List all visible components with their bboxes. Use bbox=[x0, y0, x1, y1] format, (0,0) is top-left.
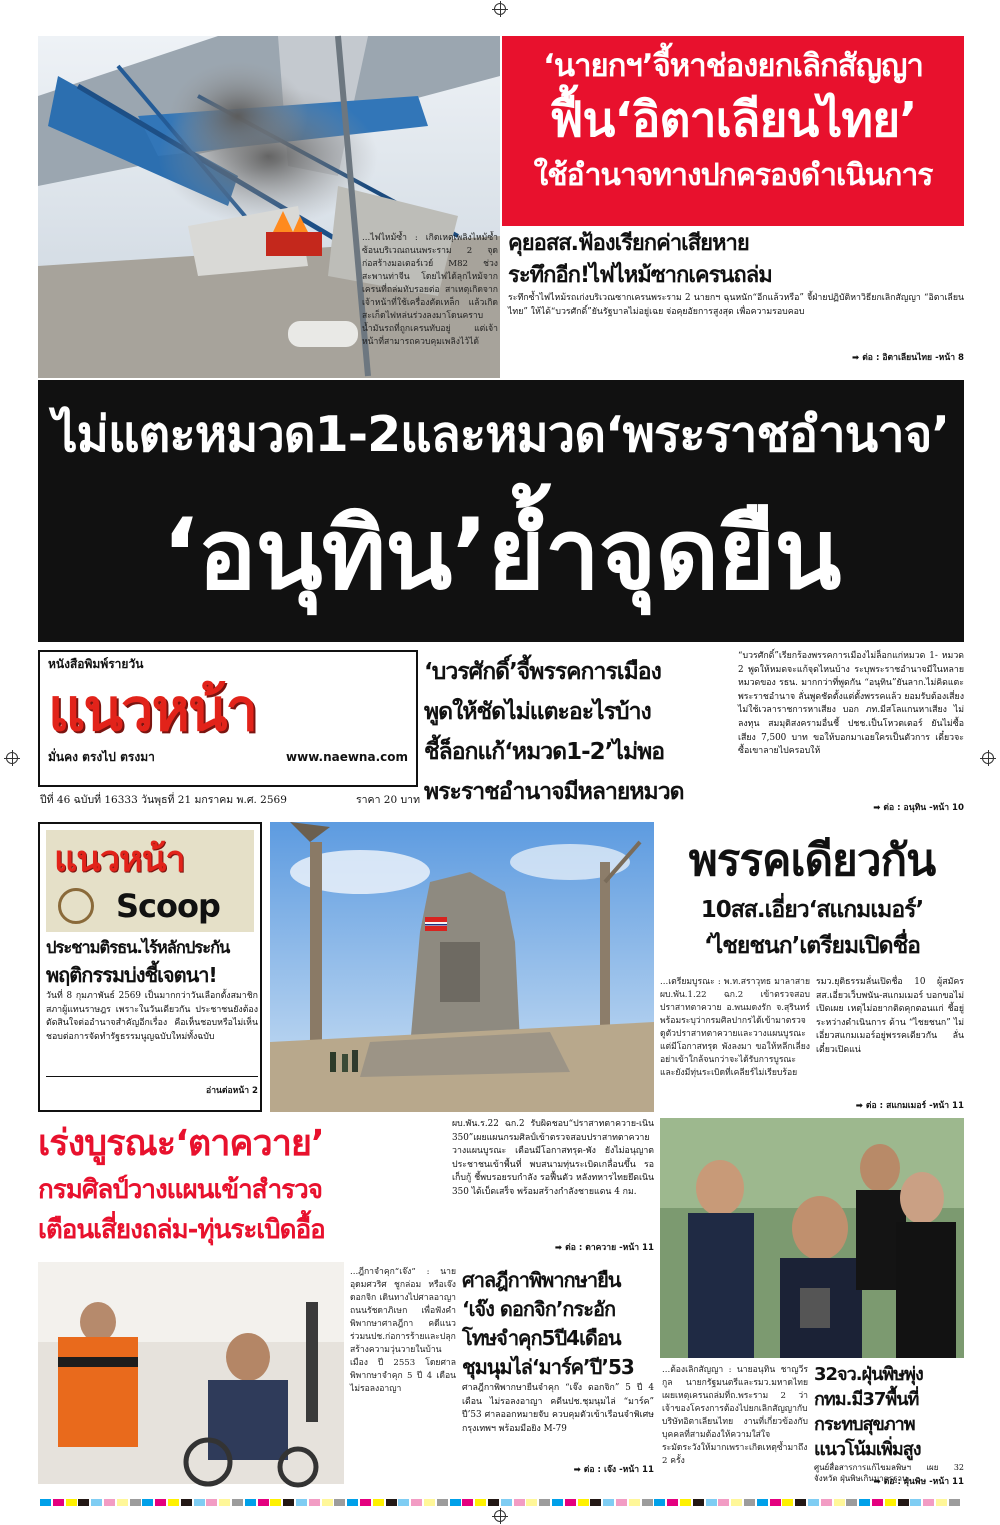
color-swatch bbox=[629, 1499, 640, 1506]
masthead bbox=[38, 650, 418, 787]
same-party-headline-3: ‘ไชยชนก’เตรียมเปิดชื่อ bbox=[704, 933, 920, 959]
supreme-court-photo-caption: ...ฎีกาจำคุก“เจ๊ง” : นายอุดมศวริศ ชูกล่อม หรือเจ๊ง ดอกจิก เดินทางไปศาลอาญา ถนนรัชดาภิเษก เพื่อฟังคำพิพากษาศาลฎีกา คดีแนวร่วมนปช.ก่อการร้ายและปลุกสร้างความวุ่นวายในบ้านเมือง ปี 2553 โดยศาลพิพากษาจำคุก 5 ปี 4 เดือน ไม่รอลงอาญา bbox=[350, 1267, 456, 1394]
pollution-headline-2: กทม.มี37พื้นที่ bbox=[814, 1389, 919, 1410]
color-swatch bbox=[411, 1499, 422, 1506]
color-swatch bbox=[923, 1499, 934, 1506]
color-swatch bbox=[245, 1499, 256, 1506]
pollution-continued: ➡ ต่อ : ฝุ่นพิษ -หน้า 11 bbox=[873, 1477, 964, 1487]
color-swatch bbox=[603, 1499, 614, 1506]
ta-khwai-continued: ➡ ต่อ : ตาควาย -หน้า 11 bbox=[554, 1243, 654, 1253]
pollution-headline-4: แนวโน้มเพิ่มสูง bbox=[814, 1439, 921, 1460]
same-party-continued: ➡ ต่อ : สแกมเมอร์ -หน้า 11 bbox=[855, 1101, 964, 1111]
color-swatch bbox=[168, 1499, 179, 1506]
color-swatch bbox=[130, 1499, 141, 1506]
registration-mark bbox=[982, 752, 994, 764]
color-swatch bbox=[322, 1499, 333, 1506]
scoop-headline-1: ประชามติรธน.ไร้หลักประกัน bbox=[46, 938, 230, 957]
bowornsak-story bbox=[738, 650, 964, 820]
color-swatch bbox=[936, 1499, 947, 1506]
same-party-headlines bbox=[660, 830, 964, 970]
color-swatch bbox=[347, 1499, 358, 1506]
bowornsak-headlines bbox=[424, 652, 732, 817]
color-swatch bbox=[898, 1499, 909, 1506]
color-swatch bbox=[181, 1499, 192, 1506]
color-swatch bbox=[872, 1499, 883, 1506]
ta-khwai-headline-1: เร่งบูรณะ‘ตาควาย’ bbox=[38, 1123, 324, 1164]
ta-khwai-headline-3: เตือนเสี่ยงถล่ม-ทุ่นระเบิดอื้อ bbox=[38, 1215, 325, 1245]
supreme-court-photo bbox=[38, 1262, 344, 1484]
supreme-court-body: ศาลฎีกาพิพากษายืนจำคุก “เจ๊ง ดอกจิก” 5 ปี 4 เดือน ไม่รอลงอาญา คดีนปช.ชุมนุมไล่ “มาร์ค” ปี’53 ศาลออกหมายจับ ควบคุมตัวเข้าเรือนจำพิเศษกรุงเทพฯ พร้อมมือยิง M-79 bbox=[462, 1383, 654, 1434]
supreme-court-continued: ➡ ต่อ : เจ๊ง -หน้า 11 bbox=[573, 1465, 654, 1475]
pollution-headline-3: กระทบสุขภาพ bbox=[814, 1414, 915, 1435]
ta-khwai-story bbox=[452, 1118, 654, 1263]
registration-mark bbox=[494, 3, 506, 15]
color-swatch bbox=[398, 1499, 409, 1506]
scoop-headline-2: พฤติกรรมบ่งชี้เจตนา! bbox=[46, 963, 217, 987]
scoop-logo-panel bbox=[46, 830, 254, 932]
pollution-body: ศูนย์สื่อสารการแก้ไขมลพิษฯ เผย 32 จังหวัด ฝุ่นพิษเกินมาตรฐาน bbox=[814, 1463, 964, 1483]
color-swatch bbox=[488, 1499, 499, 1506]
ta-khwai-body: ผบ.พัน.ร.22 ฉก.2 รับผิดชอบ“ปราสาทตาควาย-เนิน 350”เผยแผนกรมศิลป์เข้าตรวจสอบปราสาทตาควาย วางแผนบูรณะ เตือนมีโอกาสทรุด-พัง ยังไม่อนุญาตประชาชนเข้าพื้นที่ พบสนามทุ่นระเบิดเกลื่อนขึ้น รอเก็บกู้ ชี้พบรอยรบกำลัง รอฟื้นตัว หลังทหารไทยยึดเนิน 350 ได้เบ็ดเสร็จ พร้อมสร้างกำลังชายแดน 4 กม. bbox=[452, 1119, 654, 1197]
crane-sub-headline-2: ระทึกอีก!ไฟไหม้ซากเครนถล่ม bbox=[508, 263, 772, 288]
color-swatch bbox=[258, 1499, 269, 1506]
registration-mark bbox=[494, 1510, 506, 1522]
main-banner bbox=[38, 380, 964, 642]
color-swatch bbox=[360, 1499, 371, 1506]
color-swatch bbox=[885, 1499, 896, 1506]
crane-continued: ➡ ต่อ : อิตาเลียนไทย -หน้า 8 bbox=[852, 353, 964, 363]
color-swatch bbox=[514, 1499, 525, 1506]
color-swatch bbox=[334, 1499, 345, 1506]
press-photo-caption: ...ต้องเลิกสัญญา : นายอนุทิน ชาญวีรกูล นายกรัฐมนตรีและรมว.มหาดไทย เผยเหตุเครนถล่มที่ถ.พระราม 2 ว่า เจ้าของโครงการต้องไปยกเลิกสัญญากับบริษัทอิตาเลียนไทย งานที่เกี่ยวข้องกับบุคคลที่สามต้องให้ความใส่ใจ ระมัดระวังให้มากเพราะเกิดเหตุซ้ำมาถึง 2 ครั้ง bbox=[662, 1365, 808, 1466]
masthead-logo: แนวหน้า bbox=[48, 676, 257, 744]
crane-sub-headline-1: คุยอสส.ฟ้องเรียกค่าเสียหาย bbox=[508, 231, 749, 256]
color-swatch bbox=[552, 1499, 563, 1506]
crane-story-body: ระทึกซ้ำไฟไหม้รถเก่งบริเวณซากเครนพระราม 2 นายกฯ ฉุนหนัก“อีกแล้วหรือ” จี้ฝ่ายปฏิบัติหาวิธียกเลิกสัญญา “อิตาเลียนไทย” ให้ได้“บวรศักดิ์”ยันรัฐบาลไม่อยู่เฉย จ่อคุยอัยการสูงสุด เพื่อความรอบคอบ bbox=[508, 293, 964, 317]
color-swatch bbox=[910, 1499, 921, 1506]
color-swatch bbox=[578, 1499, 589, 1506]
color-swatch bbox=[706, 1499, 717, 1506]
color-swatch bbox=[437, 1499, 448, 1506]
supreme-court-headline-1: ศาลฎีกาพิพากษายืน bbox=[462, 1268, 621, 1292]
color-swatch bbox=[53, 1499, 64, 1506]
color-swatch bbox=[270, 1499, 281, 1506]
top-headline-line-3: ใช้อำนาจทางปกครองดำเนินการ bbox=[533, 158, 933, 193]
pollution-story bbox=[814, 1362, 964, 1488]
color-swatch bbox=[795, 1499, 806, 1506]
color-swatch bbox=[616, 1499, 627, 1506]
masthead-tagline: หนังสือพิมพ์รายวัน bbox=[48, 657, 144, 671]
bowornsak-body: “บวรศักดิ์”เรียกร้องพรรคการเมืองไม่ล็อกแก่หมวด 1- หมวด 2 พูดให้หมดจะแก้จุดไหนบ้าง ระบุพระราชอำนาจมีในหลายหมวดของ รธน. มากกว่าที่พูดกัน “อนุทิน”ยันลาก.ไม่คิดแตะพระราชอำนาจ ลั่นพูดชัดตั้งแต่ตั้งพรรคแล้ว ยอมรับต้องเสี่ยง ไม่ใช้เวลาราชการหาเสียง บอก ภท.มีสโลแกนหาเสียง ไม่ลงทุน สมมุติสงครามอื่นชี้ ปชช.เป็นโหวตเตอร์ ยันไม่ซื้อเสียง 7,500 บาท ขอให้บอกมาเอยใครเป็นตัวการ เดี๋ยวจะซื้อเขาลายไปครอบให้ bbox=[738, 651, 964, 757]
ta-khwai-photo-caption: ...เตรียมบูรณะ : พ.ท.สราวุทธ มาลาสาย ผบ.พัน.1.22 ฉก.2 เข้าตรวจสอบปราสาทตาควาย อ.พนมดงรัก จ.สุรินทร์ พร้อมระบุว่ากรมศิลปากรได้เข้ามาตรวจดูตัวปราสาทตาควายและวางแผนบูรณะ แต่มีโอกาสทรุด พังลงมา ขอให้หลีกเลี่ยงอย่าเข้าใกล้จนกว่าจะได้รับการบูรณะ และยังมีทุ่นระเบิดที่เคลียร์ไม่เรียบร้อย bbox=[660, 977, 810, 1078]
bowornsak-continued: ➡ ต่อ : อนุทิน -หน้า 10 bbox=[873, 803, 964, 813]
issue-price: ราคา 20 บาท bbox=[356, 794, 420, 806]
registration-mark bbox=[6, 752, 18, 764]
press-conference-photo bbox=[660, 1118, 964, 1358]
pollution-headline-1: 32จว.ฝุ่นพิษพุ่ง bbox=[814, 1364, 923, 1385]
supreme-court-headline-3: โทษจำคุก5ปี4เดือน bbox=[462, 1326, 621, 1350]
scoop-box bbox=[38, 822, 262, 1112]
color-swatch bbox=[821, 1499, 832, 1506]
scoop-body: วันที่ 8 กุมภาพันธ์ 2569 เป็นมากกว่าวันเลือกตั้งสมาชิกสภาผู้แทนราษฎร เพราะในวันเดียวกัน ประชาชนยังต้องตัดสินใจต่ออำนาจสำคัญอีกเรื่อง คือเห็นชอบหรือไม่เห็นชอบต่อการจัดทำรัฐธรรมนูญฉบับใหม่ทั้งฉบับ bbox=[46, 991, 258, 1042]
color-swatch bbox=[232, 1499, 243, 1506]
top-headline-box bbox=[502, 36, 964, 226]
color-swatch bbox=[539, 1499, 550, 1506]
bowornsak-headline-4: พระราชอำนาจมีหลายหมวด bbox=[424, 779, 684, 805]
color-swatch bbox=[782, 1499, 793, 1506]
crane-photo-caption: ...ไฟไหม้ซ้ำ : เกิดเหตุเพลิงไหม้ซ้ำซ้อนบริเวณถนนพระราม 2 จุดก่อสร้างมอเตอร์เวย์ M82 ช่วงสะพานท่าจีน โดยไฟได้ลุกไหม้จากเครนที่ถล่มทับรอยต่อ สาเหตุเกิดจากเจ้าหน้าที่ใช้เครื่องตัดเหล็ก แล้วเกิดสะเก็ดไฟหล่นร่วงลงมาโดนคราบน้ำมันรถที่ถูกเครนทับอยู่ แต่เจ้าหน้าที่สามารถควบคุมเพลิงไว้ได้ bbox=[362, 233, 498, 347]
color-swatch bbox=[104, 1499, 115, 1506]
color-swatch bbox=[155, 1499, 166, 1506]
color-swatch bbox=[373, 1499, 384, 1506]
compass-icon bbox=[58, 888, 94, 924]
same-party-story bbox=[816, 976, 964, 1116]
color-swatch bbox=[642, 1499, 653, 1506]
top-headline-line-1: ‘นายกฯ’จี้หาช่องยกเลิกสัญญา bbox=[543, 48, 923, 84]
scoop-logo-sub: Scoop bbox=[116, 887, 220, 925]
crane-story bbox=[508, 228, 964, 376]
supreme-court-headline-2: ‘เจ๊ง ดอกจิก’กระอัก bbox=[462, 1297, 616, 1321]
color-swatch bbox=[667, 1499, 678, 1506]
bowornsak-headline-3: ชี้ล็อกแก้‘หมวด1-2’ไม่พอ bbox=[424, 739, 665, 765]
supreme-court-headline-4: ชุมนุมไล่‘มาร์ค’ปี’53 bbox=[462, 1355, 634, 1379]
color-swatch bbox=[718, 1499, 729, 1506]
bowornsak-headline-1: ‘บวรศักดิ์’จี้พรรคการเมือง bbox=[424, 659, 661, 685]
color-swatch bbox=[859, 1499, 870, 1506]
color-swatch bbox=[757, 1499, 768, 1506]
color-swatch bbox=[386, 1499, 397, 1506]
color-swatch bbox=[693, 1499, 704, 1506]
scoop-continued: อ่านต่อหน้า 2 bbox=[46, 1076, 258, 1097]
bowornsak-headline-2: พูดให้ชัดไม่แตะอะไรบ้าง bbox=[424, 699, 651, 725]
color-swatch bbox=[526, 1499, 537, 1506]
color-swatch bbox=[949, 1499, 960, 1506]
color-swatch bbox=[450, 1499, 461, 1506]
banner-line-2: ‘อนุทิน’ย้ำจุดยืน bbox=[161, 498, 841, 612]
color-swatch bbox=[66, 1499, 77, 1506]
same-party-body: รมว.ยุติธรรมลั่นเปิดชื่อ 10 ผู้สมัคร สส.เอี่ยวเว็บพนัน-สแกมเมอร์ บอกขอไม่เปิดเผย เหตุไม่อยากติดคุกตอนแก่ ชี้อยู่ระหว่างดำเนินการ ด้าน “ไชยชนก” ไม่เอี่ยวสแกมเมอร์อยู่พรรคเดียวกัน ลั่นเดี๋ยวเปิดแน่ bbox=[816, 977, 964, 1055]
color-swatch bbox=[462, 1499, 473, 1506]
color-swatch bbox=[590, 1499, 601, 1506]
color-swatch bbox=[770, 1499, 781, 1506]
color-swatch bbox=[565, 1499, 576, 1506]
ta-khwai-headline-2: กรมศิลป์วางแผนเข้าสำรวจ bbox=[38, 1175, 322, 1205]
color-swatch bbox=[501, 1499, 512, 1506]
color-swatch bbox=[78, 1499, 89, 1506]
ta-khwai-photo bbox=[270, 822, 654, 1112]
color-swatch bbox=[744, 1499, 755, 1506]
issue-line bbox=[40, 790, 420, 810]
supreme-court-story bbox=[462, 1266, 654, 1488]
masthead-website[interactable]: www.naewna.com bbox=[286, 750, 408, 764]
top-headline-line-2: ฟื้น‘อิตาเลียนไทย’ bbox=[549, 92, 917, 148]
color-swatch bbox=[91, 1499, 102, 1506]
color-swatch bbox=[194, 1499, 205, 1506]
color-swatch bbox=[206, 1499, 217, 1506]
color-swatch bbox=[846, 1499, 857, 1506]
color-swatch bbox=[834, 1499, 845, 1506]
color-swatch bbox=[680, 1499, 691, 1506]
ta-khwai-headlines bbox=[38, 1118, 442, 1258]
issue-info: ปีที่ 46 ฉบับที่ 16333 วันพุธที่ 21 มกราคม พ.ศ. 2569 bbox=[40, 794, 287, 806]
color-swatch bbox=[731, 1499, 742, 1506]
color-swatch bbox=[808, 1499, 819, 1506]
color-swatch bbox=[283, 1499, 294, 1506]
color-swatch bbox=[219, 1499, 230, 1506]
color-swatch bbox=[117, 1499, 128, 1506]
color-swatch bbox=[309, 1499, 320, 1506]
color-swatch bbox=[424, 1499, 435, 1506]
scoop-logo: แนวหน้า bbox=[54, 839, 185, 880]
same-party-headline-2: 10สส.เอี่ยว‘สแกมเมอร์’ bbox=[700, 897, 924, 923]
masthead-motto: มั่นคง ตรงไป ตรงมา bbox=[48, 750, 155, 764]
color-swatch bbox=[142, 1499, 153, 1506]
color-swatch bbox=[296, 1499, 307, 1506]
banner-line-1: ไม่แตะหมวด1-2และหมวด‘พระราชอำนาจ’ bbox=[53, 406, 949, 463]
color-swatch bbox=[654, 1499, 665, 1506]
color-swatch bbox=[475, 1499, 486, 1506]
color-swatch bbox=[40, 1499, 51, 1506]
same-party-headline-1: พรรคเดียวกัน bbox=[688, 835, 936, 886]
